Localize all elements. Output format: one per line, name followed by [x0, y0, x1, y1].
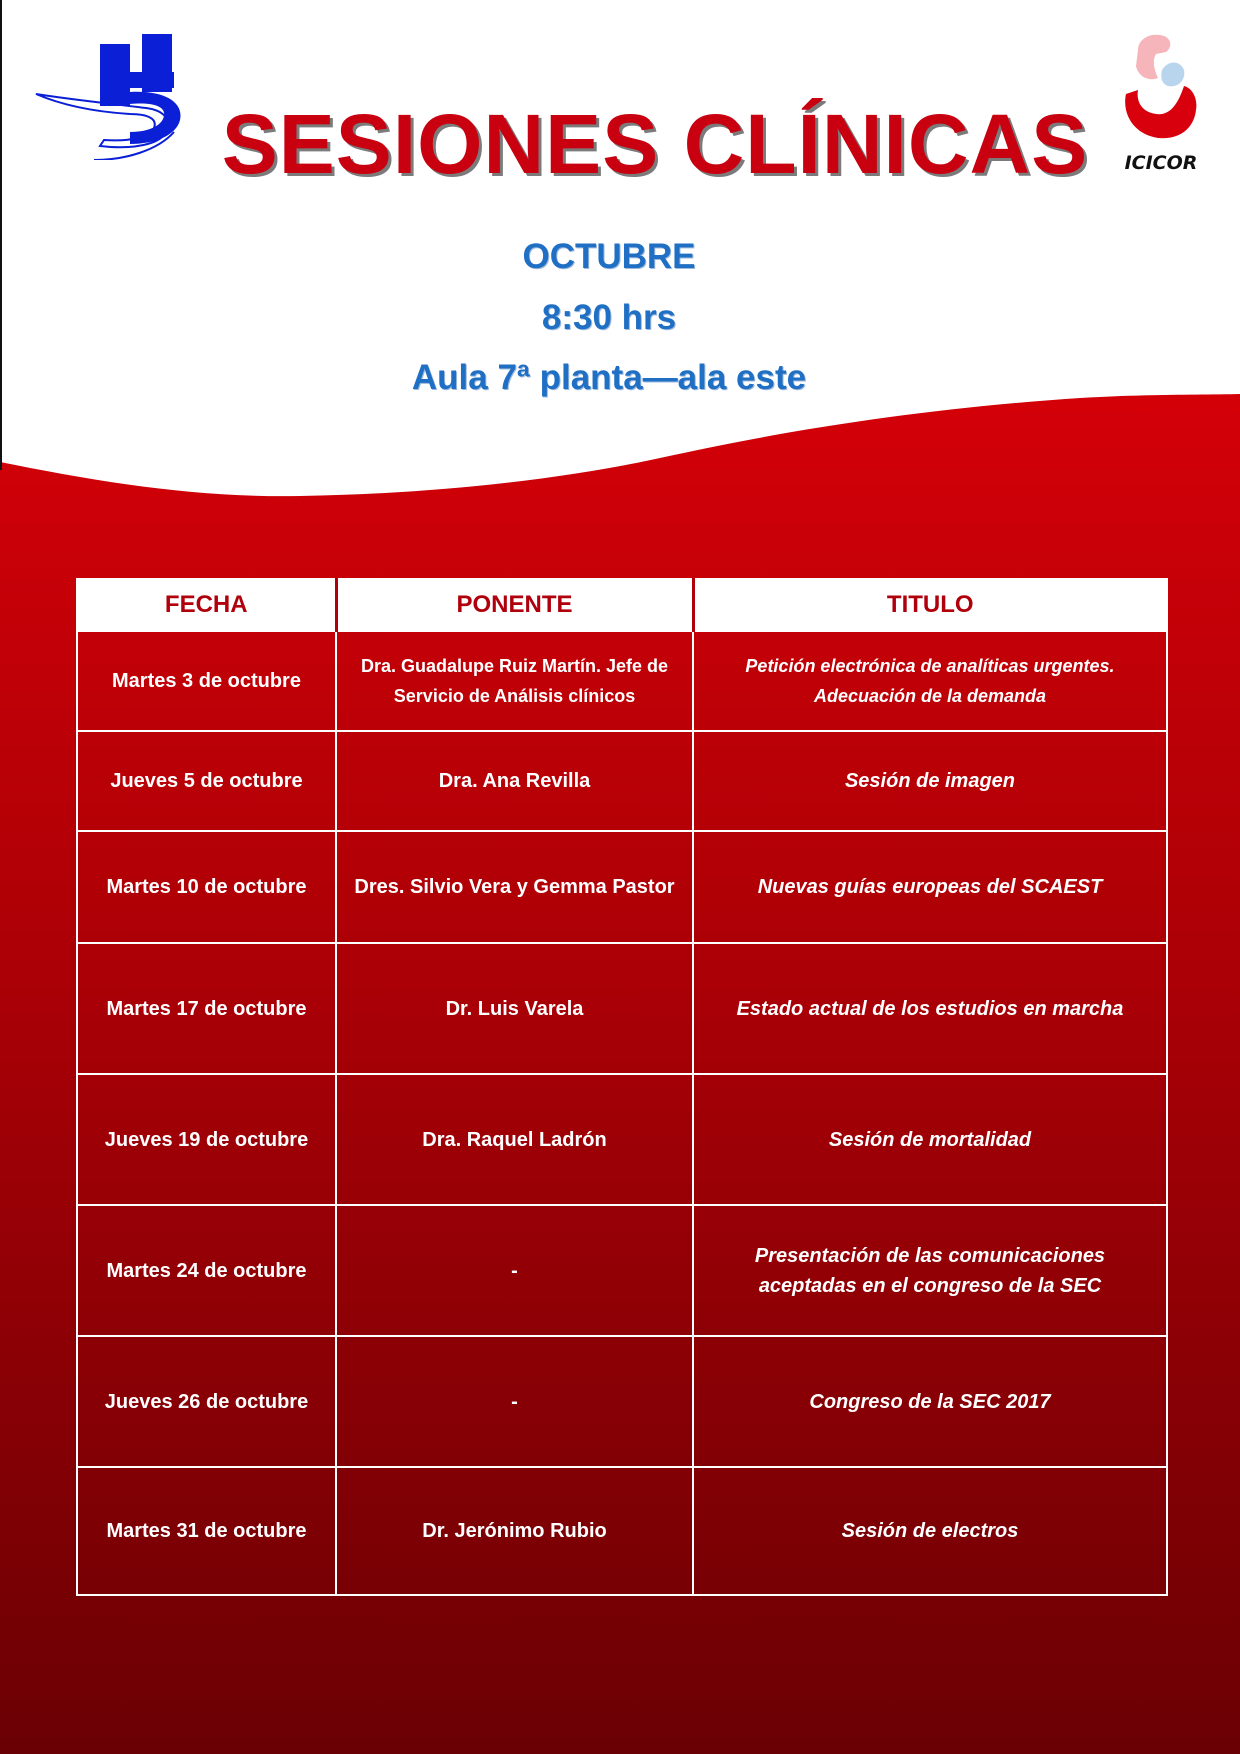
row-ponente: Dr. Luis Varela [336, 943, 693, 1074]
row-titulo: Congreso de la SEC 2017 [693, 1336, 1167, 1467]
table-row [77, 1336, 1167, 1467]
column-header-titulo: TITULO [693, 579, 1167, 631]
table-row [77, 943, 1167, 1074]
page-title: SESIONES CLÍNICAS [221, 97, 1089, 191]
icicor-logo-text: ICICOR [1124, 152, 1198, 174]
row-fecha: Martes 10 de octubre [77, 831, 336, 943]
row-titulo: Sesión de imagen [693, 731, 1167, 831]
table-row [77, 831, 1167, 943]
row-titulo: Presentación de las comunicaciones aceptadas en el congreso de la SEC [693, 1205, 1167, 1336]
table-row [77, 1467, 1167, 1595]
table-row [77, 1074, 1167, 1205]
row-titulo: Sesión de electros [693, 1467, 1167, 1595]
row-ponente: Dra. Ana Revilla [336, 731, 693, 831]
table-row [77, 631, 1167, 731]
row-fecha: Martes 3 de octubre [77, 631, 336, 731]
table-row [77, 1205, 1167, 1336]
row-ponente: Dra. Raquel Ladrón [336, 1074, 693, 1205]
row-ponente: Dr. Jerónimo Rubio [336, 1467, 693, 1595]
row-titulo: Estado actual de los estudios en marcha [693, 943, 1167, 1074]
table-row [77, 731, 1167, 831]
row-fecha: Jueves 5 de octubre [77, 731, 336, 831]
left-border-line [0, 0, 2, 470]
row-fecha: Martes 31 de octubre [77, 1467, 336, 1595]
table-header-row [77, 579, 1167, 631]
column-header-fecha: FECHA [77, 579, 336, 631]
row-ponente: - [336, 1205, 693, 1336]
row-titulo: Petición electrónica de analíticas urgentes. Adecuación de la demanda [693, 631, 1167, 731]
column-header-ponente: PONENTE [336, 579, 693, 631]
time-label: 8:30 hrs [541, 298, 677, 337]
row-ponente: Dra. Guadalupe Ruiz Martín. Jefe de Servicio de Análisis clínicos [336, 631, 693, 731]
row-fecha: Martes 17 de octubre [77, 943, 336, 1074]
location-label: Aula 7ª planta—ala este [411, 358, 807, 397]
row-titulo: Nuevas guías europeas del SCAEST [693, 831, 1167, 943]
sessions-table [76, 578, 1168, 1596]
row-ponente: Dres. Silvio Vera y Gemma Pastor [336, 831, 693, 943]
row-fecha: Martes 24 de octubre [77, 1205, 336, 1336]
row-ponente: - [336, 1336, 693, 1467]
month-label: OCTUBRE [522, 237, 696, 276]
row-fecha: Jueves 19 de octubre [77, 1074, 336, 1205]
row-fecha: Jueves 26 de octubre [77, 1336, 336, 1467]
row-titulo: Sesión de mortalidad [693, 1074, 1167, 1205]
